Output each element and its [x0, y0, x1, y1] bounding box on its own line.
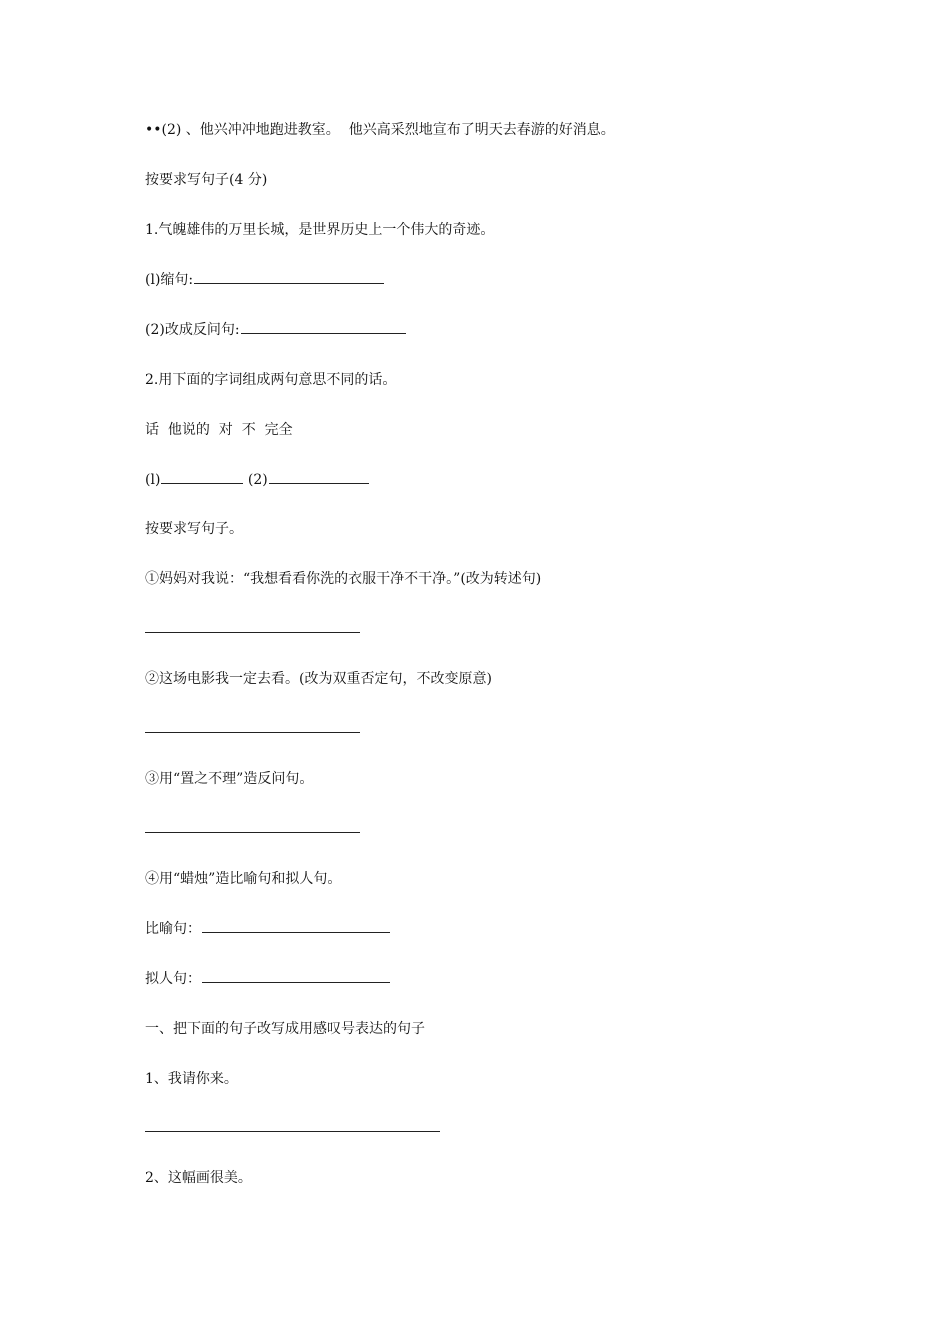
exclamation-item-1-answer-line[interactable] [145, 1131, 440, 1132]
item-3-rhetorical-question: ③用“置之不理”造反问句。 [145, 771, 314, 787]
personification-sentence [145, 970, 390, 988]
item-4-candle-sentences: ④用“蜡烛”造比喻句和拟人句。 [145, 871, 342, 887]
exclamation-item-2: 2、这幅画很美。 [145, 1170, 252, 1186]
item-2-answer-line[interactable] [145, 732, 360, 733]
exclamation-item-1: 1、我请你来。 [145, 1071, 238, 1087]
rhetorical-answer-blank[interactable] [241, 321, 406, 334]
question-1-rhetorical [145, 321, 406, 339]
personification-answer-blank[interactable] [202, 970, 390, 983]
section-heading-exclamation: 一、把下面的句子改写成用感叹号表达的句子 [145, 1021, 425, 1037]
item-3-answer-line[interactable] [145, 832, 360, 833]
personification-label: 拟人句： [145, 971, 201, 987]
shorten-label: (l)缩句: [145, 272, 194, 288]
question-1-sentence: 1.气魄雄伟的万里长城，是世界历史上一个伟大的奇迹。 [145, 222, 495, 238]
answer-2-blank[interactable] [269, 471, 369, 484]
question-2-words: 话 他说的 对 不 完全 [145, 422, 293, 438]
item-1-indirect-speech: ①妈妈对我说：“我想看看你洗的衣服干净不干净。”(改为转述句) [145, 571, 542, 587]
question-2-instruction: 2.用下面的字词组成两句意思不同的话。 [145, 372, 397, 388]
rhetorical-label: (2)改成反问句: [145, 322, 240, 338]
item-2-double-negative: ②这场电影我一定去看。(改为双重否定句，不改变原意) [145, 671, 492, 687]
sentence-combine-item-2: ••(2) 、他兴冲冲地跑进教室。 他兴高采烈地宣布了明天去春游的好消息。 [145, 122, 615, 138]
question-2-answers [145, 471, 369, 489]
item-1-answer-line[interactable] [145, 632, 360, 633]
metaphor-sentence [145, 920, 390, 938]
shorten-answer-blank[interactable] [194, 271, 384, 284]
question-1-shorten [145, 271, 384, 289]
answer-1-blank[interactable] [161, 471, 243, 484]
section-heading-write-sentences: 按要求写句子(4 分) [145, 172, 268, 188]
answer-1-label: (l) [145, 472, 161, 488]
metaphor-label: 比喻句： [145, 921, 201, 937]
section-heading-write-sentences-2: 按要求写句子。 [145, 521, 243, 537]
answer-2-label: (2) [243, 472, 268, 488]
metaphor-answer-blank[interactable] [202, 920, 390, 933]
